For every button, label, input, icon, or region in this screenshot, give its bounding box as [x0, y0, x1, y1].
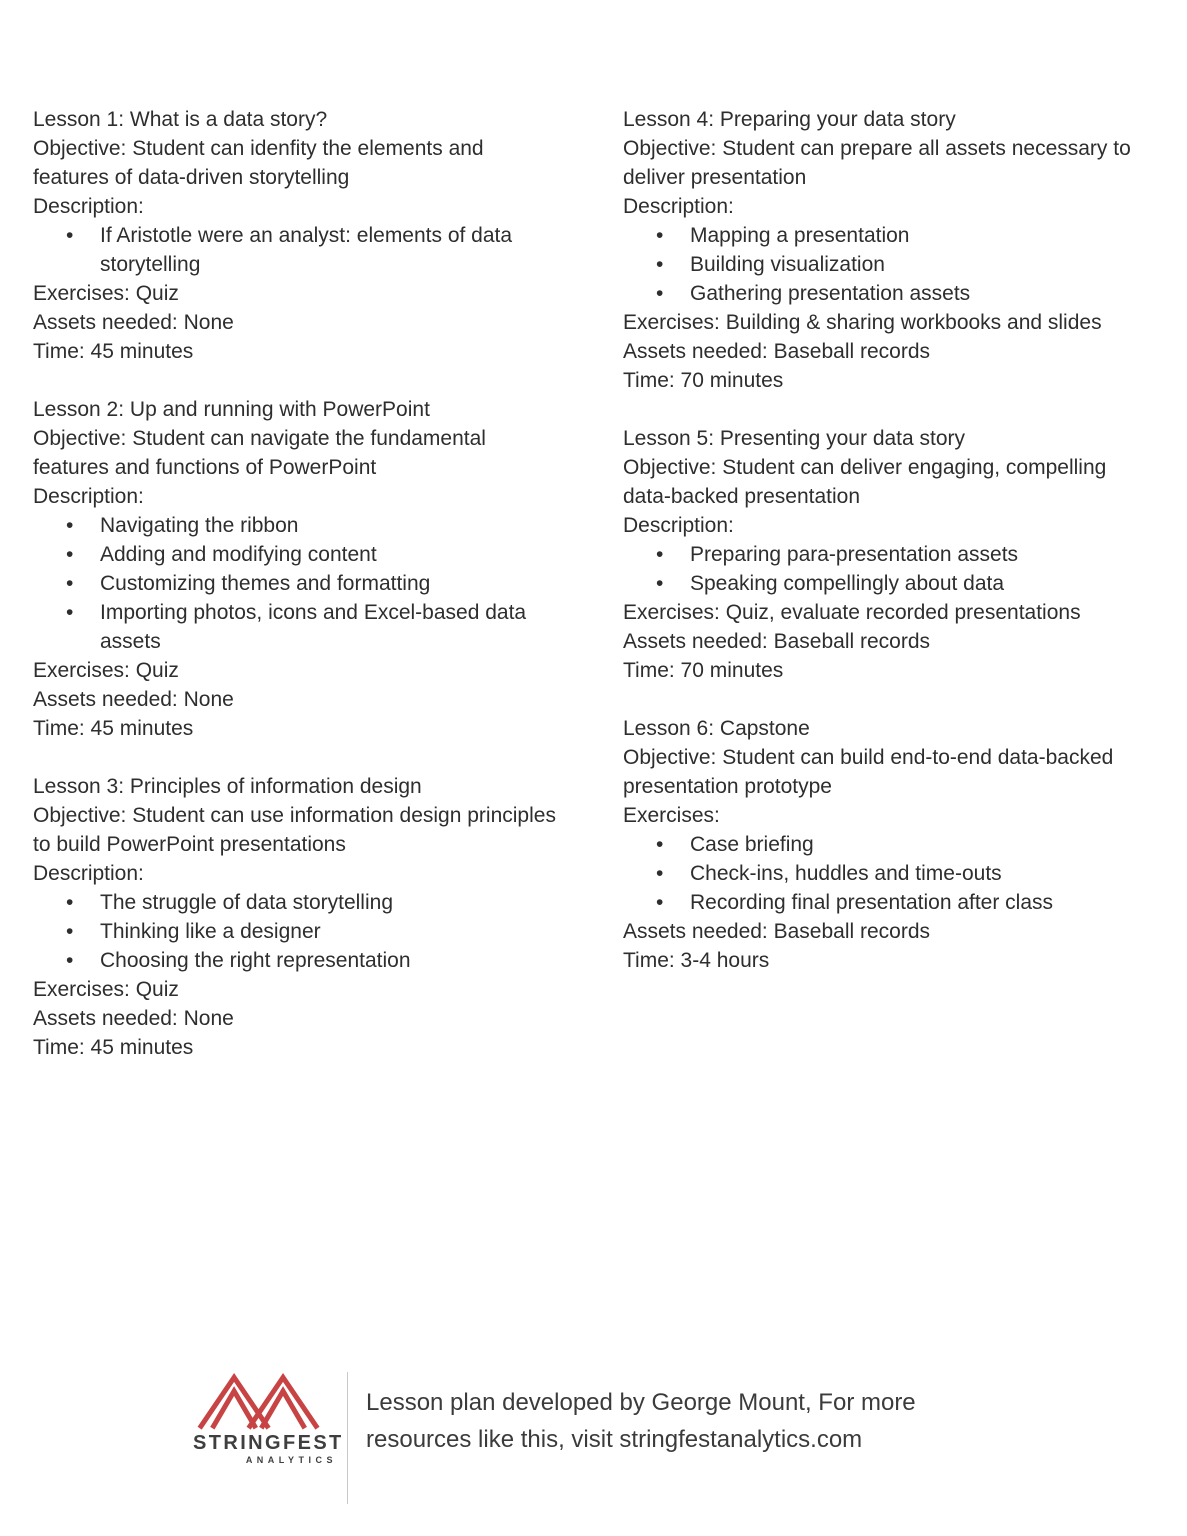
bullet-text: Importing photos, icons and Excel-based data assets	[100, 601, 527, 653]
bullet-text: The struggle of data storytelling	[100, 891, 393, 914]
stringfest-logo	[193, 1372, 344, 1466]
lesson-column-right	[623, 105, 1143, 1004]
lesson-block	[33, 105, 558, 366]
bullet-item	[33, 540, 558, 569]
logo-brand-text: STRINGFEST	[193, 1432, 344, 1454]
bullet-text: Adding and modifying content	[100, 543, 377, 566]
bullet-item	[623, 279, 1143, 308]
footer	[193, 1372, 1006, 1504]
lesson-title: Lesson 4: Preparing your data story	[623, 108, 956, 131]
lesson-block	[33, 395, 558, 743]
bullet-text: Check-ins, huddles and time-outs	[690, 862, 1002, 885]
lesson-line: Objective: Student can use information design principles to build PowerPoint presentations	[33, 804, 556, 856]
lesson-block	[623, 105, 1143, 395]
lesson-line: Objective: Student can prepare all assets necessary to deliver presentation	[623, 137, 1131, 189]
lesson-line: Objective: Student can deliver engaging, compelling data-backed presentation	[623, 456, 1107, 508]
lesson-line: Exercises:	[623, 804, 720, 827]
lesson-line: Time: 45 minutes	[33, 340, 194, 363]
lesson-line: Assets needed: None	[33, 311, 234, 334]
bullet-text: Customizing themes and formatting	[100, 572, 431, 595]
lesson-line: Exercises: Building & sharing workbooks and slides	[623, 311, 1102, 334]
bullet-text: Choosing the right representation	[100, 949, 411, 972]
bullet-item	[623, 221, 1143, 250]
lesson-line: Time: 3-4 hours	[623, 949, 770, 972]
bullet-item	[33, 221, 558, 279]
bullet-item	[33, 946, 558, 975]
footer-note	[366, 1372, 1006, 1458]
lesson-line: Description:	[33, 485, 144, 508]
lesson-line: Objective: Student can idenfity the elements and features of data-driven storytelling	[33, 137, 484, 189]
lesson-line: Exercises: Quiz	[33, 282, 179, 305]
lesson-line: Description:	[623, 195, 734, 218]
lesson-block	[623, 714, 1143, 975]
lesson-line: Assets needed: None	[33, 1007, 234, 1030]
lesson-block	[623, 424, 1143, 685]
lesson-line: Time: 45 minutes	[33, 717, 194, 740]
lesson-title: Lesson 3: Principles of information design	[33, 775, 422, 798]
lesson-line: Time: 45 minutes	[33, 1036, 194, 1059]
lesson-line: Description:	[33, 862, 144, 885]
bullet-item	[33, 598, 558, 656]
footer-note-line: Lesson plan developed by George Mount, For more	[366, 1389, 916, 1416]
bullet-item	[623, 830, 1143, 859]
lesson-line: Exercises: Quiz	[33, 978, 179, 1001]
footer-divider	[347, 1372, 348, 1504]
bullet-item	[33, 917, 558, 946]
lesson-line: Exercises: Quiz	[33, 659, 179, 682]
lesson-line: Exercises: Quiz, evaluate recorded presentations	[623, 601, 1081, 624]
bullet-item	[623, 859, 1143, 888]
lesson-title: Lesson 1: What is a data story?	[33, 108, 328, 131]
lesson-line: Assets needed: Baseball records	[623, 920, 931, 943]
lesson-line: Description:	[623, 514, 734, 537]
bullet-text: Thinking like a designer	[100, 920, 321, 943]
bullet-text: If Aristotle were an analyst: elements of data storytelling	[100, 224, 513, 276]
bullet-text: Recording final presentation after class	[690, 891, 1054, 914]
lesson-title: Lesson 2: Up and running with PowerPoint	[33, 398, 430, 421]
bullet-text: Preparing para-presentation assets	[690, 543, 1019, 566]
bullet-text: Speaking compellingly about data	[690, 572, 1005, 595]
bullet-item	[623, 888, 1143, 917]
lesson-line: Time: 70 minutes	[623, 369, 784, 392]
stringfest-zigzag-icon	[193, 1372, 335, 1430]
lesson-line: Assets needed: Baseball records	[623, 630, 931, 653]
bullet-text: Case briefing	[690, 833, 814, 856]
bullet-item	[623, 540, 1143, 569]
lesson-line: Assets needed: None	[33, 688, 234, 711]
bullet-text: Navigating the ribbon	[100, 514, 299, 537]
lesson-line: Objective: Student can navigate the fundamental features and functions of PowerPoint	[33, 427, 486, 479]
bullet-item	[623, 569, 1143, 598]
lesson-line: Time: 70 minutes	[623, 659, 784, 682]
lesson-column-left	[33, 105, 558, 1091]
bullet-item	[33, 888, 558, 917]
bullet-item	[623, 250, 1143, 279]
bullet-text: Gathering presentation assets	[690, 282, 971, 305]
lesson-title: Lesson 5: Presenting your data story	[623, 427, 966, 450]
lesson-line: Objective: Student can build end-to-end data-backed presentation prototype	[623, 746, 1114, 798]
bullet-text: Mapping a presentation	[690, 224, 910, 247]
bullet-item	[33, 511, 558, 540]
logo-sub-text: ANALYTICS	[245, 1455, 337, 1465]
lesson-line: Assets needed: Baseball records	[623, 340, 931, 363]
bullet-text: Building visualization	[690, 253, 885, 276]
lesson-title: Lesson 6: Capstone	[623, 717, 810, 740]
bullet-item	[33, 569, 558, 598]
footer-note-line: resources like this, visit stringfestanalytics.com	[366, 1426, 863, 1453]
lesson-line: Description:	[33, 195, 144, 218]
lesson-block	[33, 772, 558, 1062]
